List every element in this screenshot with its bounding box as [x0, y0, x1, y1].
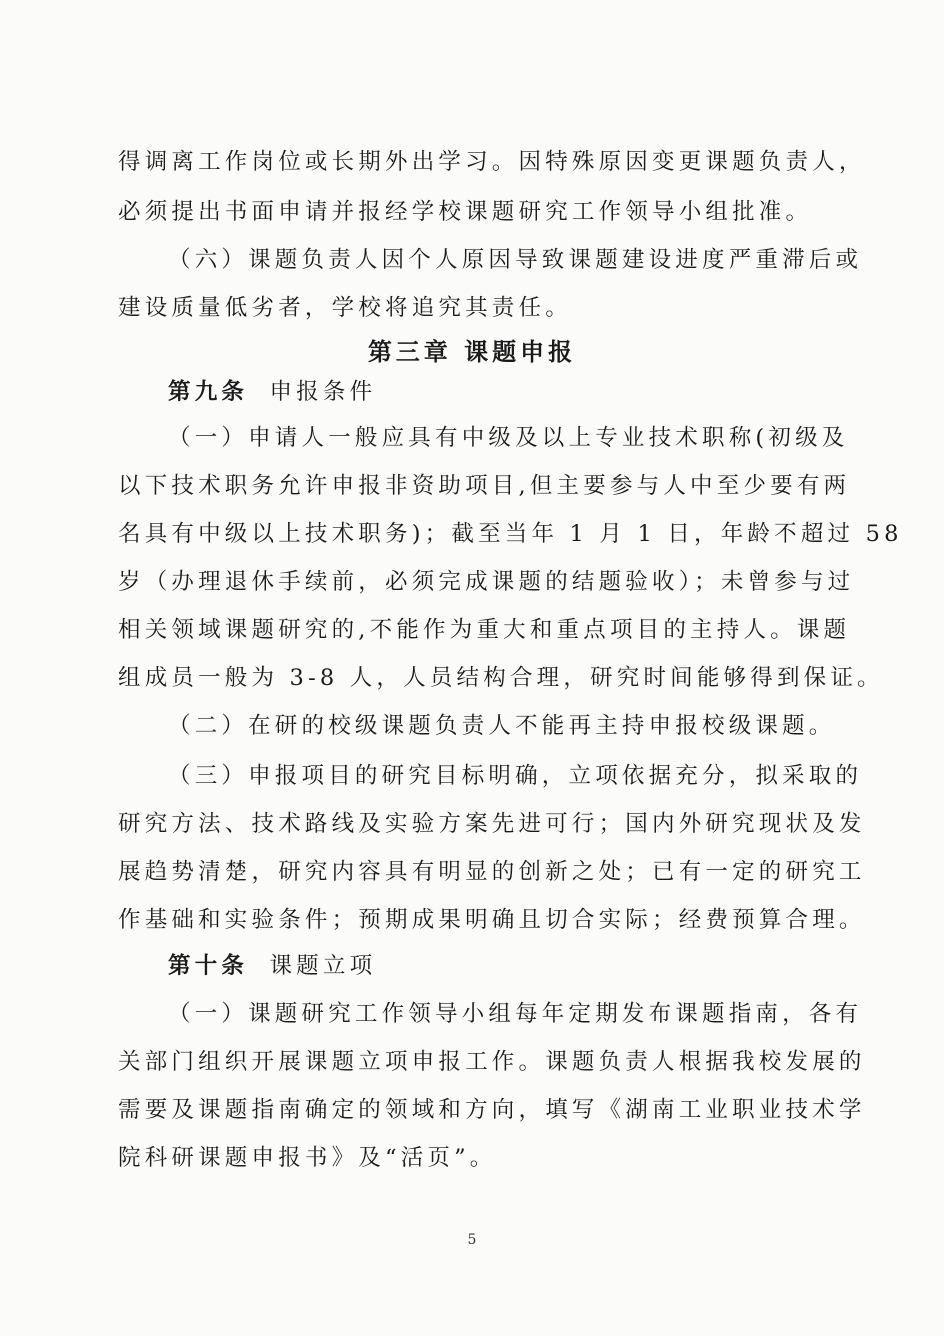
paragraph-line: 得调离工作岗位或长期外出学习。因特殊原因变更课题负责人，	[118, 149, 866, 175]
paragraph-line: 以下技术职务允许申报非资助项目,但主要参与人中至少要有两	[118, 473, 851, 499]
article-heading	[168, 950, 376, 982]
article-heading	[168, 376, 376, 408]
paragraph-line: 关部门组织开展课题立项申报工作。课题负责人根据我校发展的	[118, 1049, 866, 1075]
article-label: 第十条	[168, 953, 249, 979]
paragraph-line: （六）课题负责人因个人原因导致课题建设进度严重滞后或	[168, 247, 863, 273]
paragraph-line: 作基础和实验条件；预期成果明确且切合实际；经费预算合理。	[118, 907, 866, 933]
article-label: 第九条	[168, 379, 249, 405]
chapter-heading: 第三章 课题申报	[367, 338, 577, 366]
article-title: 课题立项	[269, 953, 377, 979]
article-title: 申报条件	[269, 379, 377, 405]
item-prefix: （一）	[168, 425, 249, 451]
paragraph-line: 需要及课题指南确定的领域和方向，填写《湖南工业职业技术学	[118, 1097, 866, 1123]
paragraph-line: 研究方法、技术路线及实验方案先进可行；国内外研究现状及发	[118, 811, 866, 837]
paragraph-line: 相关领域课题研究的,不能作为重大和重点项目的主持人。课题	[118, 617, 851, 643]
paragraph-line: （一）课题研究工作领导小组每年定期发布课题指南，各有	[168, 1001, 863, 1027]
paragraph-line: 建设质量低劣者，学校将追究其责任。	[118, 295, 572, 321]
paragraph-line: 院科研课题申报书》及“活页”。	[118, 1145, 497, 1171]
paragraph-line	[168, 422, 849, 454]
paragraph-line: 组成员一般为 3-8 人，人员结构合理，研究时间能够得到保证。	[118, 665, 884, 691]
page-number: 5	[467, 1232, 477, 1248]
paragraph-line: （二）在研的校级课题负责人不能再主持申报校级课题。	[168, 713, 836, 739]
paragraph-line: 必须提出书面申请并报经学校课题研究工作领导小组批准。	[118, 199, 813, 225]
paragraph-line: （三）申报项目的研究目标明确，立项依据充分，拟采取的	[168, 763, 863, 789]
paragraph-line: 名具有中级以上技术职务)；截至当年 1 月 1 日，年龄不超过 58	[118, 521, 903, 547]
paragraph-line: 展趋势清楚，研究内容具有明显的创新之处；已有一定的研究工	[118, 859, 866, 885]
paragraph-line: 岁（办理退休手续前，必须完成课题的结题验收）；未曾参与过	[118, 569, 855, 595]
item-text: 申请人一般应具有中级及以上专业技术职称(初级及	[248, 425, 849, 451]
